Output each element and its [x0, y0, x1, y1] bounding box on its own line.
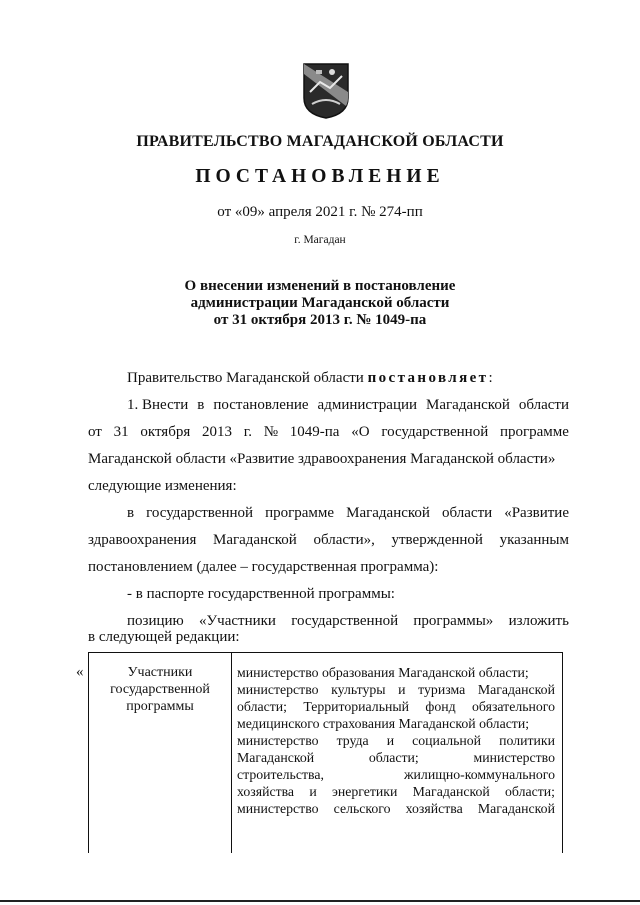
word: программе — [265, 505, 335, 521]
document-subject — [0, 278, 640, 329]
word: сельского — [333, 801, 391, 816]
participant-line — [237, 783, 555, 800]
word: 2013 — [202, 424, 232, 440]
label-line: государственной — [110, 682, 210, 697]
subject-line: администрации Магаданской области — [190, 295, 450, 311]
word: энергетики — [331, 784, 398, 799]
page-bottom-rule — [0, 900, 640, 902]
organization-title: ПРАВИТЕЛЬСТВО МАГАДАНСКОЙ ОБЛАСТИ — [136, 133, 504, 150]
document-city: г. Магадан — [294, 234, 346, 246]
word: октября — [140, 424, 191, 440]
participant-line — [237, 800, 555, 817]
subject-line: О внесении изменений в постановление — [184, 278, 456, 294]
word: обязательного — [472, 699, 555, 714]
word: министерство — [237, 733, 319, 748]
paragraph-4-line: в следующей редакции: — [88, 629, 240, 645]
word: строительства, — [237, 767, 324, 782]
word: хозяйства — [405, 801, 463, 816]
label-line: программы — [126, 699, 194, 714]
participants-table — [88, 652, 563, 853]
word: в — [197, 397, 205, 413]
word: государственной — [291, 613, 399, 629]
word: труда — [336, 733, 369, 748]
word: культуры — [331, 682, 386, 697]
word: области; — [237, 699, 287, 714]
word: Магаданской — [212, 532, 297, 548]
word: 31 — [113, 424, 129, 440]
word: Магаданской — [412, 784, 490, 799]
word: министерство — [237, 801, 319, 816]
item-1-line — [127, 397, 569, 414]
word: здравоохранения — [88, 532, 197, 548]
paragraph-2-line: постановлением (далее – государственная программа): — [88, 559, 439, 575]
word: Магаданской — [237, 750, 315, 765]
word: и — [386, 733, 395, 748]
word: Магаданской — [426, 397, 510, 413]
word: хозяйства — [237, 784, 295, 799]
resolves-word: постановляет — [367, 370, 489, 386]
label-line: Участники — [127, 665, 193, 680]
item-1-line: следующие изменения: — [88, 478, 237, 494]
word: Магаданской — [477, 801, 555, 816]
word: жилищно-коммунального — [404, 767, 555, 782]
table-label-cell — [89, 664, 231, 715]
word: «Развитие — [504, 505, 569, 521]
participant-line — [237, 681, 555, 698]
word: государственной — [381, 424, 489, 440]
participant-line — [237, 766, 555, 783]
participant-line — [237, 698, 555, 715]
word: от — [88, 424, 102, 440]
word: в — [127, 505, 135, 521]
word: министерство — [237, 682, 319, 697]
word: администрации — [317, 397, 418, 413]
subject-line: от 31 октября 2013 г. № 1049-па — [213, 312, 427, 328]
document-type-title: ПОСТАНОВЛЕНИЕ — [195, 166, 445, 187]
paragraph-2-line — [127, 505, 569, 522]
word: Территориальный — [303, 699, 410, 714]
resolution-preamble: Правительство Магаданской области постановляет: — [127, 370, 493, 386]
word: утвержденной — [391, 532, 483, 548]
magadan-coat-of-arms-icon — [302, 62, 350, 120]
word: 1. Внести — [127, 397, 189, 413]
word: постановление — [213, 397, 309, 413]
word: и — [398, 682, 406, 697]
item-1-line: Магаданской области «Развитие здравоохранения Магаданской области» — [88, 451, 556, 467]
word: Магаданской — [346, 505, 430, 521]
word: политики — [499, 733, 555, 748]
word: и — [309, 784, 317, 799]
word: г. — [243, 424, 252, 440]
participant-line — [237, 749, 555, 766]
word: государственной — [146, 505, 254, 521]
paragraph-4-line — [127, 613, 569, 630]
word: области; — [505, 784, 555, 799]
word: области — [518, 397, 569, 413]
column-divider — [231, 653, 232, 853]
paragraph-2-line — [88, 532, 569, 549]
word: социальной — [412, 733, 482, 748]
word: туризма — [418, 682, 466, 697]
word: программе — [499, 424, 569, 440]
word: указанным — [499, 532, 569, 548]
word: «Участники — [199, 613, 276, 629]
word: № — [263, 424, 279, 440]
paragraph-3: - в паспорте государственной программы: — [127, 586, 395, 602]
word: «О — [351, 424, 370, 440]
word: области; — [368, 750, 419, 765]
word: позицию — [127, 613, 184, 629]
word: министерство — [473, 750, 555, 765]
word: области — [442, 505, 493, 521]
word: программы» — [413, 613, 494, 629]
participant-line: медицинского страхования Магаданской области; — [237, 716, 530, 731]
word: 1049-па — [289, 424, 340, 440]
word: изложить — [508, 613, 569, 629]
document-date-number: от «09» апреля 2021 г. № 274-пп — [217, 204, 423, 220]
table-value-cell — [237, 664, 555, 817]
word: области», — [313, 532, 375, 548]
participant-line: министерство образования Магаданской области; — [237, 665, 529, 680]
word: Магаданской — [477, 682, 555, 697]
word: фонд — [425, 699, 456, 714]
participant-line — [237, 732, 555, 749]
opening-quote: « — [76, 664, 84, 680]
item-1-line — [88, 424, 569, 441]
